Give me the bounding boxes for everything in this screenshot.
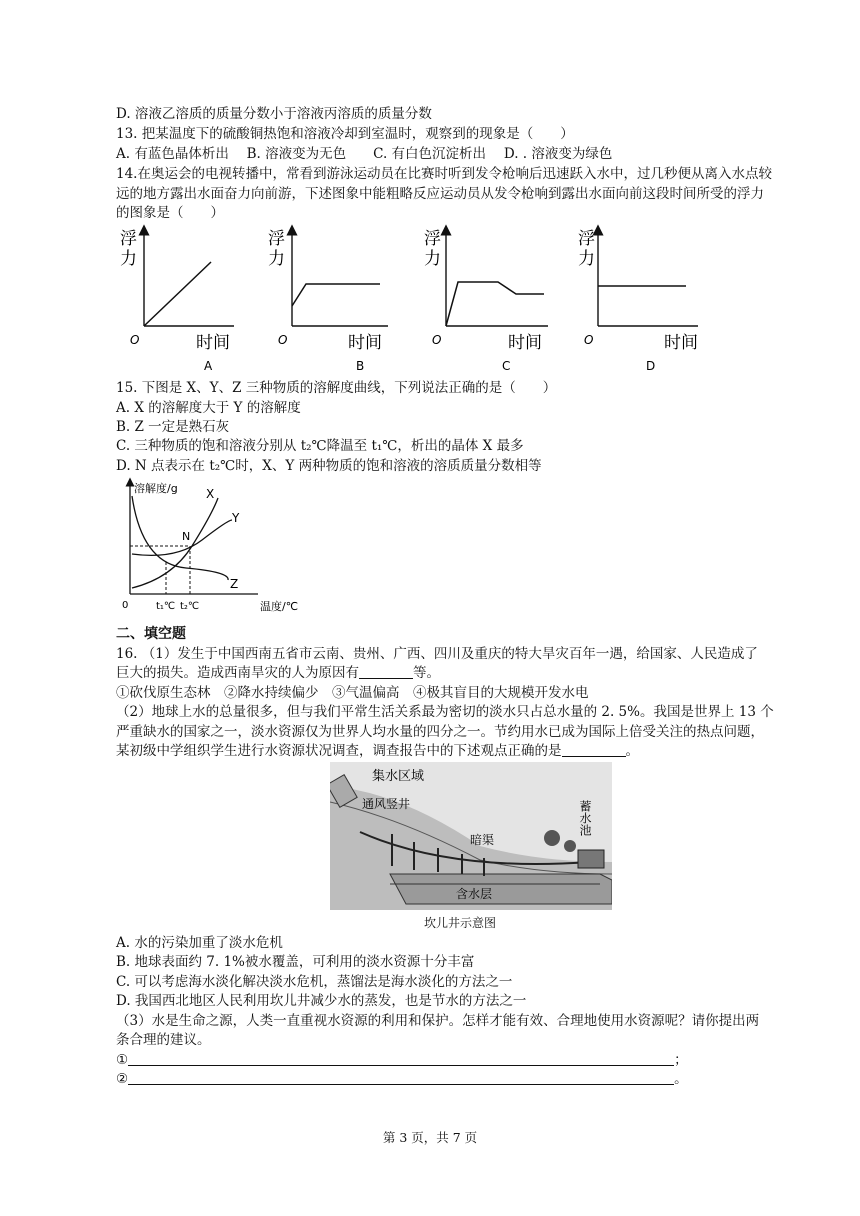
graph-a-ylabel-2: 力	[120, 249, 137, 269]
graph-a-ylabel-1: 浮	[120, 229, 137, 249]
graph-c-ylabel-1: 浮	[424, 229, 441, 249]
karez-caption: 坎儿井示意图	[424, 916, 497, 930]
point-n-label: N	[182, 530, 191, 543]
graph-d	[578, 229, 698, 372]
karez-culvert-label: 暗渠	[470, 833, 495, 847]
graph-a-caption: A	[204, 359, 213, 372]
graph-d-caption: D	[646, 359, 656, 372]
t1-label: t₁℃	[156, 601, 176, 612]
t2-label: t₂℃	[180, 601, 200, 612]
q16-part1-line1: 16. （1）发生于中国西南五省市云南、贵州、广西、四川及重庆的特大旱灾百年一遇，给国家、人民造成了	[116, 646, 758, 662]
answer-line-2	[116, 1070, 688, 1088]
q13-options: A. 有蓝色晶体析出 B. 溶液变为无色 C. 有白色沉淀析出 D. . 溶液变为绿色	[116, 146, 613, 162]
q16-option-b: B. 地球表面约 7. 1%被水覆盖，可利用的淡水资源十分丰富	[116, 954, 475, 970]
q13-stem: 13. 把某温度下的硫酸铜热饱和溶液冷却到室温时，观察到的现象是（ ）	[116, 126, 574, 142]
y-axis-label: 溶解度/g	[134, 482, 178, 495]
graph-a-xlabel: 时间	[196, 333, 230, 353]
curve-x	[132, 498, 218, 588]
q15-option-b: B. Z 一定是熟石灰	[116, 419, 230, 435]
q16-part2-line3-end: 。	[625, 743, 639, 759]
answer-1-end: ；	[674, 1052, 688, 1068]
buoyancy-graphs	[116, 222, 716, 372]
q16-part1-blank[interactable]	[359, 664, 413, 679]
graph-b-ylabel-2: 力	[268, 249, 285, 269]
q16-option-d: D. 我国西北地区人民利用坎儿井减少水的蒸发，也是节水的方法之一	[116, 993, 527, 1009]
q15-option-a: A. X 的溶解度大于 Y 的溶解度	[116, 400, 301, 416]
answer-2-blank[interactable]	[128, 1070, 674, 1085]
q16-option-c: C. 可以考虑海水淡化解决淡水危机，蒸馏法是海水淡化的方法之一	[116, 974, 513, 990]
graph-c-line	[446, 282, 544, 326]
q16-part1-options: ①砍伐原生态林 ②降水持续偏少 ③气温偏高 ④极其盲目的大规模开发水电	[116, 685, 589, 701]
q16-part2-line3-text: 某初级中学组织学生进行水资源状况调查，调查报告中的下述观点正确的是	[116, 743, 562, 759]
graph-d-ylabel-1: 浮	[578, 229, 595, 249]
answer-2-end: 。	[674, 1071, 688, 1087]
graph-c-xlabel: 时间	[508, 333, 542, 353]
origin-label: 0	[122, 600, 129, 611]
graph-d-origin: O	[584, 333, 594, 347]
q16-option-a: A. 水的污染加重了淡水危机	[116, 935, 283, 951]
curve-y-label: Y	[232, 511, 240, 525]
page-footer: 第 3 页，共 7 页	[382, 1130, 478, 1145]
q16-part2-line1: （2）地球上水的总量很多，但与我们平常生活关系最为密切的淡水只占总水量的 2. 5%。我国是世界上 13 个	[116, 704, 774, 720]
answer-1-marker: ①	[116, 1052, 129, 1068]
graph-c	[424, 229, 548, 372]
karez-aquifer-label: 含水层	[456, 887, 493, 901]
answer-1-blank[interactable]	[128, 1051, 674, 1066]
answer-line-1	[116, 1051, 688, 1069]
q16-part1-line2	[116, 664, 440, 682]
graph-b	[268, 229, 388, 372]
q14-stem-line3: 的图象是（ ）	[116, 205, 224, 221]
graph-c-ylabel-2: 力	[424, 249, 441, 269]
q16-part1-line2-end: 等。	[413, 665, 440, 681]
graph-a-origin: O	[130, 333, 140, 347]
karez-diagram	[330, 762, 612, 910]
q14-stem-line1: 14.在奥运会的电视转播中，常看到游泳运动员在比赛时听到发令枪响后迅速跃入水中，过几秒便从离入水点较	[116, 166, 772, 182]
curve-z-label: Z	[230, 577, 239, 591]
q15-option-c: C. 三种物质的饱和溶液分别从 t₂℃降温至 t₁℃，析出的晶体 X 最多	[116, 438, 524, 454]
q16-part2-line2: 严重缺水的国家之一，淡水资源仅为世界人均水量的四分之一。节约用水已成为国际上倍受关注的热点问题，	[116, 724, 764, 740]
curve-x-label: X	[206, 487, 215, 501]
graph-d-ylabel-2: 力	[578, 249, 595, 269]
q16-part2-line3	[116, 742, 639, 760]
answer-2-marker: ②	[116, 1071, 129, 1087]
graph-b-line	[292, 284, 380, 306]
q12-option-d: D. 溶液乙溶质的质量分数小于溶液丙溶质的质量分数	[116, 106, 432, 122]
q14-stem-line2: 远的地方露出水面奋力向前游，下述图象中能粗略反应运动员从发令枪响到露出水面向前这段时间所受的浮力	[116, 186, 764, 202]
q16-part3-line1: （3）水是生命之源，人类一直重视水资源的利用和保护。怎样才能有效、合理地使用水资源呢？请你提出两	[116, 1013, 760, 1029]
q16-part2-blank[interactable]	[562, 742, 626, 757]
graph-a-line	[144, 262, 211, 326]
karez-catchment-label: 集水区域	[372, 769, 425, 784]
karez-reservoir-label: 蓄水池	[578, 800, 592, 836]
q16-part3-line2: 条合理的建议。	[116, 1032, 211, 1048]
graph-b-caption: B	[356, 359, 365, 372]
section-heading: 二、填空题	[116, 626, 186, 642]
solubility-chart	[116, 476, 316, 618]
q16-part1-line2-text: 巨大的损失。造成西南旱灾的人为原因有	[116, 665, 359, 681]
x-axis-label: 温度/℃	[260, 600, 299, 613]
q15-option-d: D. N 点表示在 t₂℃时，X、Y 两种物质的饱和溶液的溶质质量分数相等	[116, 458, 542, 474]
karez-shaft-label: 通风竖井	[362, 797, 411, 811]
graph-b-ylabel-1: 浮	[268, 229, 285, 249]
q15-stem: 15. 下图是 X、Y、Z 三种物质的溶解度曲线，下列说法正确的是（ ）	[116, 380, 557, 396]
graph-d-xlabel: 时间	[664, 333, 698, 353]
graph-a	[120, 229, 234, 372]
graph-b-xlabel: 时间	[348, 333, 382, 353]
graph-c-caption: C	[502, 359, 511, 372]
graph-c-origin: O	[432, 333, 442, 347]
graph-b-origin: O	[278, 333, 288, 347]
